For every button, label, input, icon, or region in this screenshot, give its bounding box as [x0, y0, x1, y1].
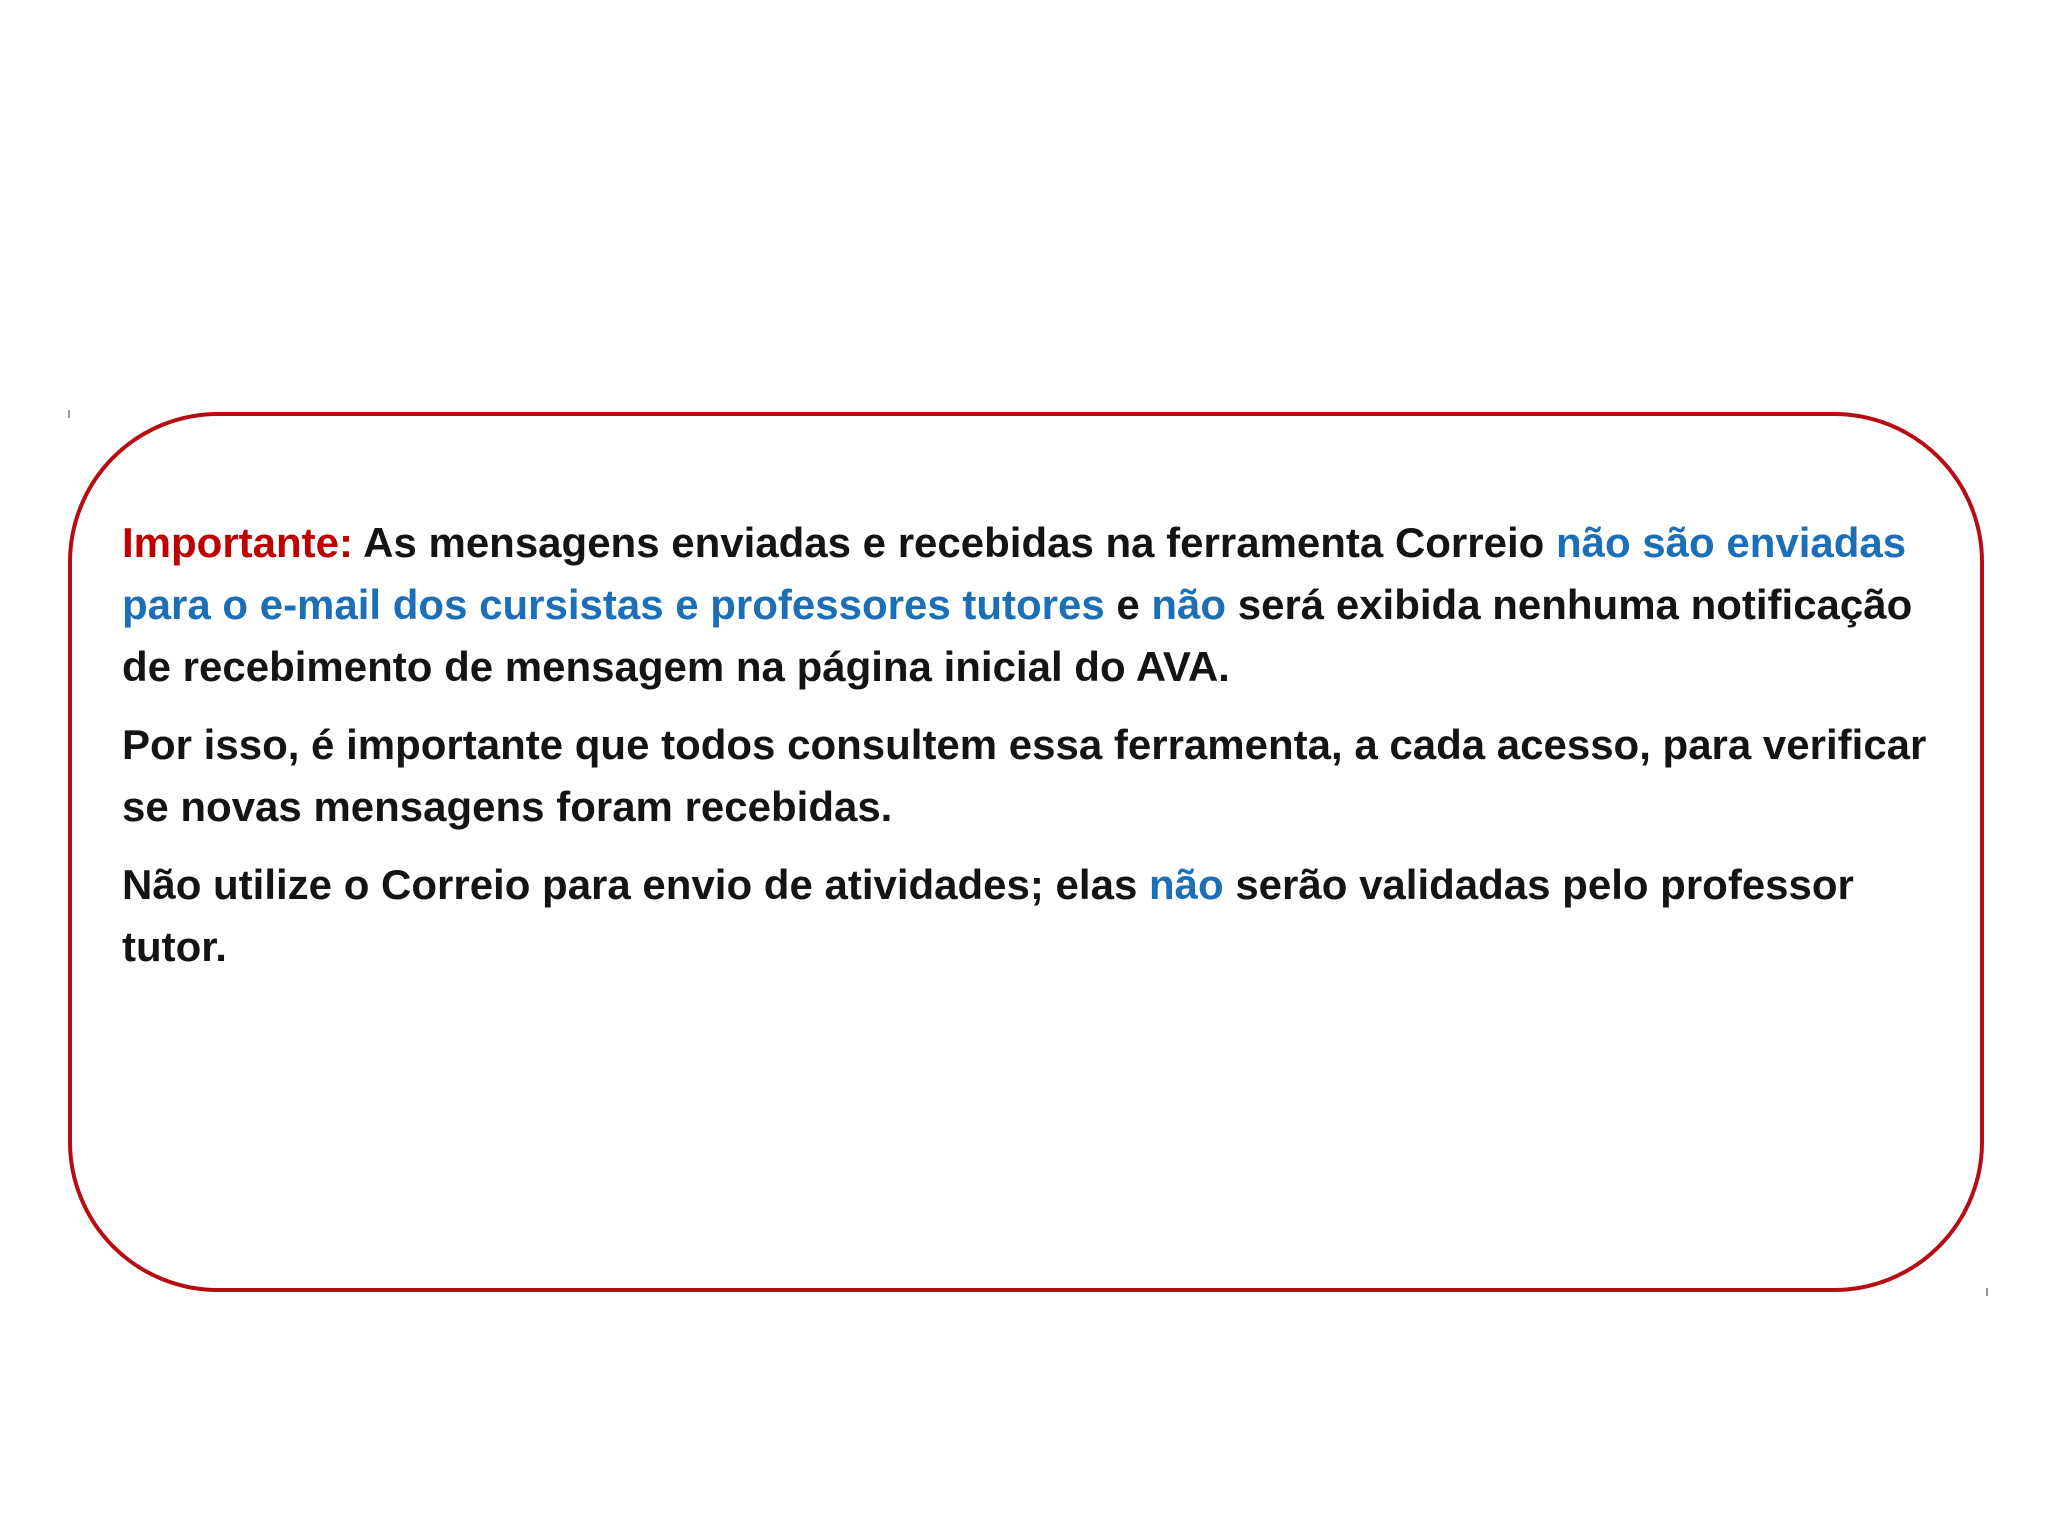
paragraph-3-highlight: não: [1148, 861, 1224, 908]
corner-tick-mark: [68, 410, 70, 418]
paragraph-1-text-c: será exibida nenhuma notificação de recebimento de mensagem na página inicial do AVA.: [122, 581, 1913, 690]
paragraph-2-text: Por isso, é importante que todos consultem essa ferramenta, a cada acesso, para verificar se novas mensagens foram recebidas.: [122, 721, 1927, 830]
notice-paragraph-2: [122, 714, 1962, 838]
paragraph-1-highlight-b: não: [1151, 581, 1227, 628]
paragraph-3-text-a: Não utilize o Correio para envio de atividades; elas: [122, 861, 1149, 908]
notice-text: [122, 512, 1962, 994]
paragraph-1-highlight-a: não são enviadas para o e-mail dos cursistas e professores tutores: [122, 519, 1907, 628]
paragraph-3-text-b: serão validadas pelo professor tutor.: [122, 861, 1854, 970]
notice-paragraph-1: [122, 512, 1962, 698]
corner-tick-mark: [1986, 1288, 1988, 1296]
paragraph-1-text-a: As mensagens enviadas e recebidas na ferramenta Correio: [353, 519, 1556, 566]
notice-paragraph-3: [122, 854, 1962, 978]
paragraph-1-text-b: e: [1104, 581, 1152, 628]
important-label: Importante:: [122, 519, 353, 566]
